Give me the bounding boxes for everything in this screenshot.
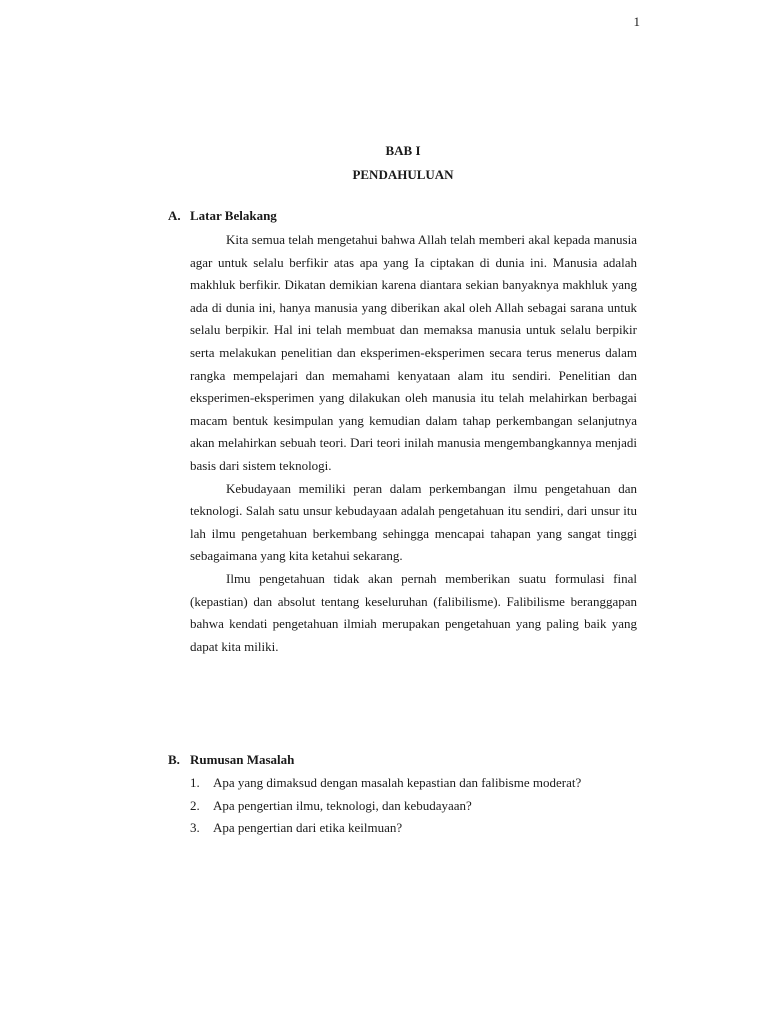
paragraph: Kebudayaan memiliki peran dalam perkembangan ilmu pengetahuan dan teknologi. Salah satu unsur kebudayaan adalah pengetahuan itu sendiri, dari unsur itu lah ilmu pengetahuan berkembang sehingga mencapai tahapan yang sangat tinggi sebagaimana yang kita ketahui sekarang. — [190, 480, 637, 564]
chapter-heading — [0, 139, 768, 187]
section-a-letter: A. — [168, 208, 181, 223]
list-item-text: Apa pengertian ilmu, teknologi, dan kebudayaan? — [213, 797, 472, 813]
chapter-label: BAB I — [385, 143, 421, 158]
section-b-heading — [168, 750, 294, 770]
section-b-letter: B. — [168, 752, 180, 767]
section-a-title: Latar Belakang — [190, 208, 277, 223]
list-item-number: 1. — [190, 775, 200, 790]
list-item-text: Apa pengertian dari etika keilmuan? — [213, 820, 403, 836]
paragraph: Ilmu pengetahuan tidak akan pernah memberikan suatu formulasi final (kepastian) dan absolut tentang keseluruhan (falibilisme). Falibilisme beranggapan bahwa kendati pengetahuan ilmiah merupakan pengetahuan yang paling baik yang dapat kita miliki. — [190, 570, 637, 654]
list-item — [190, 817, 637, 840]
list-item-number: 2. — [190, 797, 200, 813]
list-item — [190, 795, 637, 818]
list-item — [190, 772, 637, 795]
section-b-title: Rumusan Masalah — [190, 752, 295, 767]
list-item-number: 3. — [190, 820, 200, 836]
problem-list — [190, 772, 637, 840]
background-section-body — [190, 229, 637, 658]
page-number: 1 — [633, 14, 640, 29]
paragraph: Kita semua telah mengetahui bahwa Allah telah memberi akal kepada manusia agar untuk selalu berfikir atas apa yang Ia ciptakan di dunia ini. Manusia adalah makhluk berfikir. Dikatan demikian karena diantara sekian banyaknya makhluk yang ada di dunia ini, hanya manusia yang diberikan akal oleh Allah sebagai sarana untuk selalu berpikir. Hal ini telah membuat dan memaksa manusia untuk selalu berpikir serta melakukan penelitian dan eksperimen-eksperimen secara terus menerus dalam rangka mempelajari dan memahami kenyataan alam itu sendiri. Penelitian dan eksperimen-eksperimen yang dilakukan oleh manusia itu telah melahirkan berbagai macam bentuk kesimpulan yang kemudian dalam tahap perkembangan selanjutnya akan melahirkan sebuah teori. Dari teori inilah manusia mengembangkannya menjadi basis dari sistem teknologi. — [190, 232, 637, 473]
chapter-title: PENDAHULUAN — [352, 167, 454, 182]
section-a-heading — [168, 206, 277, 226]
list-item-text: Apa yang dimaksud dengan masalah kepastian dan falibisme moderat? — [213, 775, 582, 790]
